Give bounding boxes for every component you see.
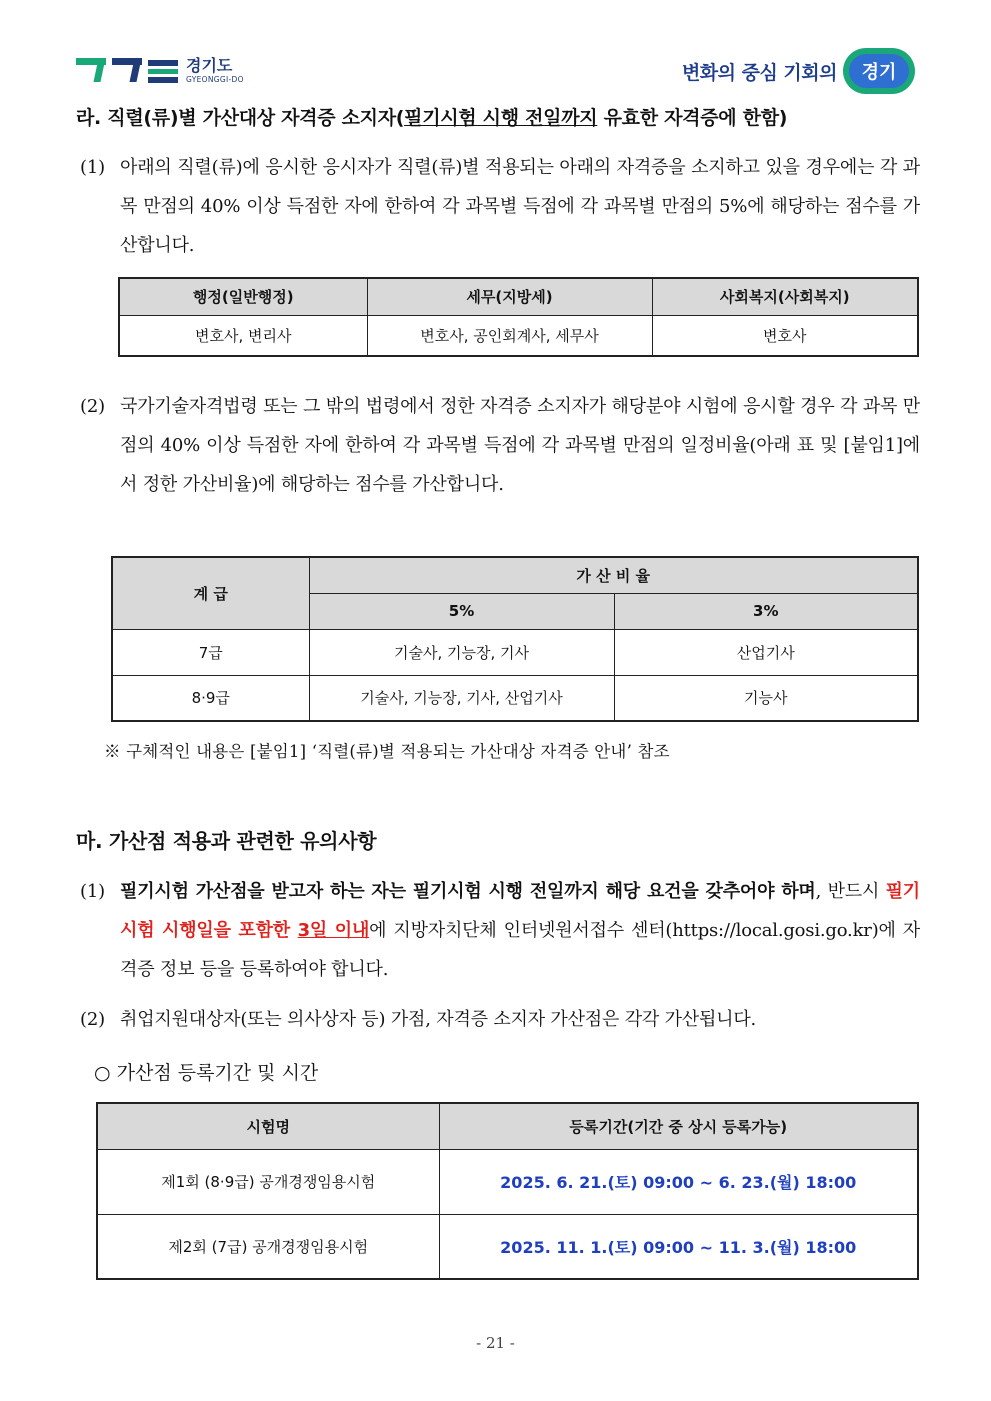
registration-period-table [96, 1102, 919, 1280]
page-number: - 21 - [476, 1334, 515, 1352]
page-header [0, 0, 991, 100]
item-text-bold: 필기시험 가산점을 받고자 하는 자는 필기시험 시행 전일까지 해당 요건을 갖추어야 하며 [120, 881, 816, 902]
grade-header: 계 급 [112, 557, 309, 629]
item-text-highlight-underlined: 3일 이내 [297, 920, 370, 941]
grade-cell: 8·9급 [112, 675, 309, 721]
item-number: (2) [80, 1009, 105, 1030]
table-header-row [119, 278, 918, 315]
table-header-cell: 세무(지방세) [367, 278, 652, 315]
exam-name-cell: 제2회 (7급) 공개경쟁임용시험 [97, 1214, 439, 1279]
ratio-3-cell: 기능사 [614, 675, 918, 721]
table-cell: 변호사, 변리사 [119, 315, 367, 356]
item-text-highlight: 필기시험 시행일을 포함한 [120, 881, 920, 941]
section-ra-title-underlined: 필기시험 시행 전일까지 [404, 107, 598, 129]
period-cell: 2025. 6. 21.(토) 09:00 ~ 6. 23.(월) 18:00 [439, 1149, 918, 1214]
table-row [97, 1214, 918, 1279]
table-header-row [112, 557, 918, 593]
gyeonggi-logo [76, 56, 244, 86]
grade-cell: 7급 [112, 629, 309, 675]
reference-note: ※ 구체적인 내용은 [붙임1] ‘직렬(류)별 적용되는 가산대상 자격증 안내’ 참조 [104, 742, 670, 761]
slogan-logo [682, 48, 915, 94]
table-cell: 변호사 [652, 315, 918, 356]
item-text: 취업지원대상자(또는 의사상자 등) 가점, 자격증 소지자 가산점은 각각 가산됩니다. [120, 1009, 757, 1030]
exam-name-cell: 제1회 (8·9급) 공개경쟁임용시험 [97, 1149, 439, 1214]
section-ra-item-2 [80, 387, 920, 504]
section-ma-item-1 [80, 872, 920, 989]
table-row [97, 1149, 918, 1214]
item-number: (2) [80, 396, 105, 417]
ratio-5-header: 5% [309, 593, 614, 629]
item-text: 아래의 직렬(류)에 응시한 응시자가 직렬(류)별 적용되는 아래의 자격증을 소지하고 있을 경우에는 각 과목 만점의 40% 이상 득점한 자에 한하여 각 과목별 득점에 각 과목별 만점의 5%에 해당하는 점수를 가산합니다. [120, 157, 920, 256]
item-text-highlight-underlined-wrap [298, 920, 370, 941]
section-ma-title: 마. 가산점 적용과 관련한 유의사항 [76, 829, 377, 853]
ratio-3-header: 3% [614, 593, 918, 629]
item-number: (1) [80, 157, 105, 178]
table-row [112, 675, 918, 721]
table-header-cell: 사회복지(사회복지) [652, 278, 918, 315]
section-ra-title-prefix: 라. 직렬(류)별 가산대상 자격증 소지자( [76, 107, 405, 129]
bonus-ratio-table [111, 556, 919, 722]
registration-period-heading: ○ 가산점 등록기간 및 시간 [94, 1062, 319, 1084]
ratio-5-cell: 기술사, 기능장, 기사 [309, 629, 614, 675]
slogan-badge-text: 경기 [849, 54, 909, 88]
section-ra-item-1 [80, 148, 920, 265]
slogan-text: 변화의 중심 기회의 [681, 61, 837, 84]
license-by-series-table [118, 277, 919, 357]
gyeonggi-logo-mark-icon [76, 56, 180, 86]
ratio-5-cell: 기술사, 기능장, 기사, 산업기사 [309, 675, 614, 721]
item-text: 국가기술자격법령 또는 그 밖의 법령에서 정한 자격증 소지자가 해당분야 시험에 응시할 경우 각 과목 만점의 40% 이상 득점한 자에 한하여 각 과목별 득점에 각 과목별 만점의 일정비율(아래 표 및 [붙임1]에서 정한 가산비율)에 해당하는 점수를 가산합니다. [120, 396, 920, 495]
logo-text-korean: 경기도 [186, 56, 233, 76]
ratio-header: 가 산 비 율 [309, 557, 918, 593]
item-number: (1) [80, 881, 105, 902]
ratio-3-cell: 산업기사 [614, 629, 918, 675]
item-text [120, 872, 920, 989]
table-header-row [97, 1103, 918, 1149]
table-row [119, 315, 918, 356]
item-text-tail: 에 지방자치단체 인터넷원서접수 센터(https://local.gosi.go.kr)에 자격증 정보 등을 등록하여야 합니다. [120, 920, 920, 980]
logo-text-english: GYEONGGI-DO [186, 75, 244, 85]
table-header-cell: 등록기간(기간 중 상시 등록가능) [439, 1103, 918, 1149]
section-ma-item-2 [80, 1000, 920, 1039]
table-header-cell: 시험명 [97, 1103, 439, 1149]
period-cell: 2025. 11. 1.(토) 09:00 ~ 11. 3.(월) 18:00 [439, 1214, 918, 1279]
section-ra-title-suffix: 유효한 자격증에 한함) [597, 107, 788, 129]
item-text-mid: , 반드시 [815, 881, 886, 902]
section-ra-title [76, 103, 787, 130]
slogan-badge [843, 48, 915, 94]
table-row [112, 629, 918, 675]
table-header-cell: 행정(일반행정) [119, 278, 367, 315]
table-cell: 변호사, 공인회계사, 세무사 [367, 315, 652, 356]
